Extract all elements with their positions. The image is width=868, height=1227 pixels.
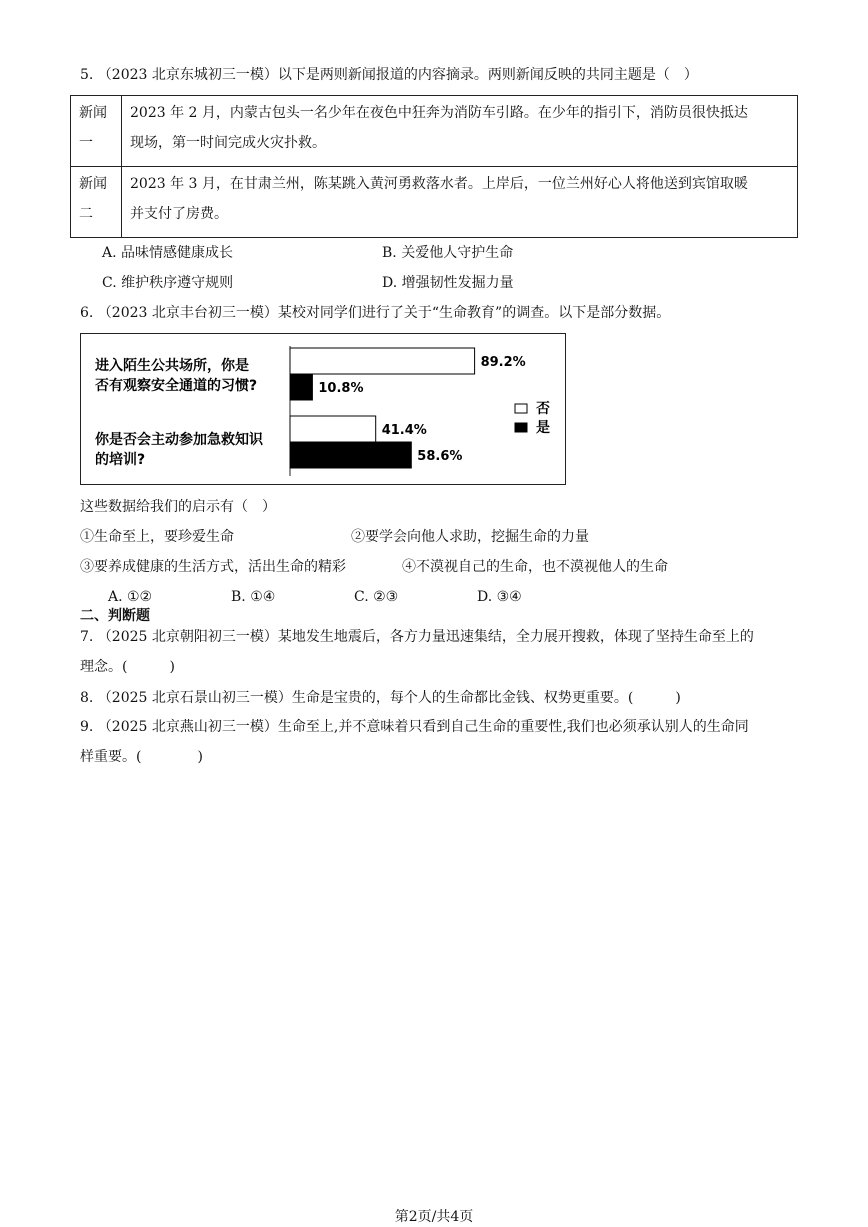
news-text-line: 并支付了房费。	[130, 206, 228, 222]
q6-option-a[interactable]: A. ①②	[108, 589, 153, 605]
legend-swatch-yes	[515, 423, 527, 432]
category-label-line: 进入陌生公共场所，你是	[95, 358, 249, 374]
question-5-stem: 5. （2023 北京东城初三一模）以下是两则新闻报道的内容摘录。两则新闻反映的共同主题是（ ）	[80, 67, 698, 83]
question-7-line: 7. （2025 北京朝阳初三一模）某地发生地震后，各方力量迅速集结，全力展开搜救，体现了坚持生命至上的	[80, 629, 754, 645]
news-label-line: 二	[79, 206, 93, 222]
statement-2: ②要学会向他人求助，挖掘生命的力量	[351, 529, 589, 545]
category-label-line: 的培训?	[95, 452, 146, 468]
section-2-title: 二、判断题	[80, 608, 150, 624]
statement-1: ①生命至上，要珍爱生命	[80, 529, 234, 545]
q6-option-d[interactable]: D. ③④	[477, 589, 522, 605]
legend-swatch-no	[515, 404, 527, 413]
news-table	[70, 95, 798, 238]
news-label-line: 新闻	[79, 176, 107, 192]
bar-yes	[290, 374, 312, 400]
news-row	[71, 96, 798, 167]
category-label-line: 你是否会主动参加急救知识	[95, 432, 263, 448]
chart-bars	[290, 348, 526, 468]
bar-no	[290, 416, 376, 442]
survey-chart	[80, 333, 566, 485]
category-label-line: 否有观察安全通道的习惯?	[95, 378, 258, 394]
q5-option-a[interactable]: A. 品味情感健康成长	[102, 245, 234, 261]
news-label	[71, 96, 122, 167]
news-text-line: 2023 年 3 月，在甘肃兰州，陈某跳入黄河勇救落水者。上岸后，一位兰州好心人将他送到宾馆取暖	[130, 176, 748, 192]
news-label-line: 一	[79, 135, 93, 151]
news-text	[122, 167, 798, 238]
news-label	[71, 167, 122, 238]
legend-label-no: 否	[536, 401, 550, 417]
q6-option-c[interactable]: C. ②③	[354, 589, 399, 605]
question-6-stem: 6. （2023 北京丰台初三一模）某校对同学们进行了关于“生命教育”的调查。以下是部分数据。	[80, 305, 671, 321]
q5-option-d[interactable]: D. 增强韧性发掘力量	[382, 275, 514, 291]
question-8: 8. （2025 北京石景山初三一模）生命是宝贵的，每个人的生命都比金钱、权势更重要。( )	[80, 690, 681, 706]
q6-option-b[interactable]: B. ①④	[231, 589, 276, 605]
bar-yes	[290, 442, 411, 468]
news-label-line: 新闻	[79, 105, 107, 121]
question-7-line: 理念。( )	[80, 659, 175, 675]
question-9-line: 样重要。( )	[80, 749, 203, 765]
statement-3: ③要养成健康的生活方式，活出生命的精彩	[80, 559, 346, 575]
legend-label-yes: 是	[536, 420, 550, 436]
news-text-line: 2023 年 2 月，内蒙古包头一名少年在夜色中狂奔为消防车引路。在少年的指引下，消防员很快抵达	[130, 105, 748, 121]
news-row	[71, 167, 798, 238]
bar-value-label: 58.6%	[417, 449, 463, 464]
question-9-line: 9. （2025 北京燕山初三一模）生命至上,并不意味着只看到自己生命的重要性,我们也必须承认别人的生命同	[80, 719, 749, 735]
page-footer: 第2页/共4页	[394, 1209, 474, 1225]
q5-option-c[interactable]: C. 维护秩序遵守规则	[102, 275, 234, 291]
bar-no	[290, 348, 475, 374]
bar-value-label: 89.2%	[480, 355, 526, 370]
news-text-line: 现场，第一时间完成火灾扑救。	[130, 135, 326, 151]
q5-option-b[interactable]: B. 关爱他人守护生命	[382, 245, 514, 261]
bar-value-label: 10.8%	[318, 381, 364, 396]
bar-value-label: 41.4%	[381, 423, 427, 438]
survey-chart-svg	[81, 334, 567, 486]
news-text	[122, 96, 798, 167]
question-6-followup: 这些数据给我们的启示有（ ）	[80, 499, 276, 515]
statement-4: ④不漠视自己的生命，也不漠视他人的生命	[402, 559, 668, 575]
